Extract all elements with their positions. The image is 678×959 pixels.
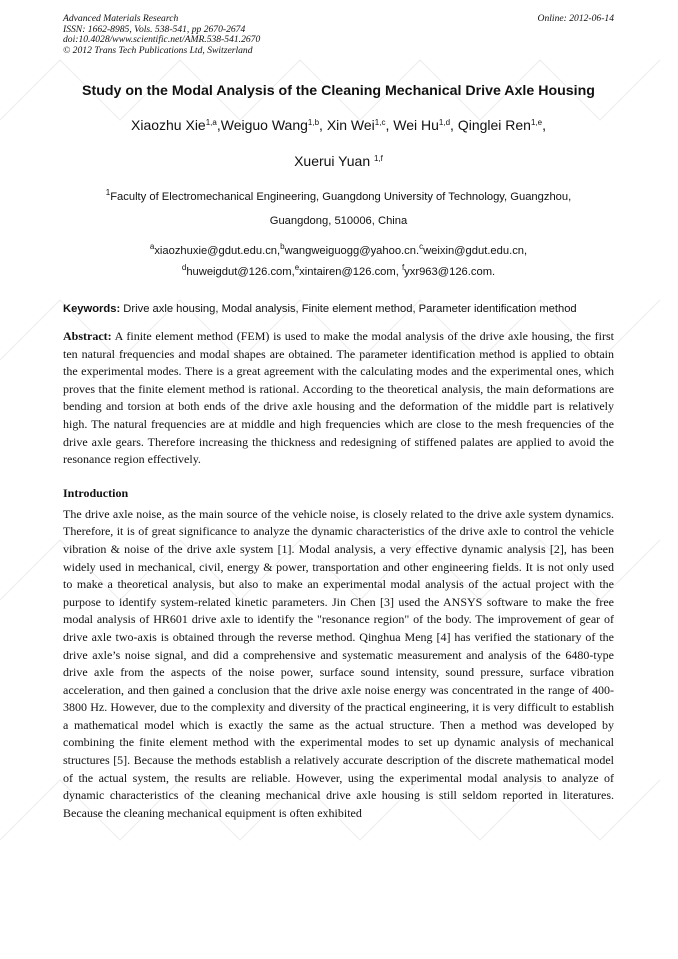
author-affiliation-mark: 1,f	[374, 154, 383, 163]
journal-name: Advanced Materials Research	[63, 13, 179, 24]
email-line-2	[63, 261, 614, 279]
author-affiliation-mark: 1,a	[205, 118, 217, 127]
author-affiliation-mark: 1,c	[374, 118, 386, 127]
email-link[interactable]: huweigdut@126.com,	[186, 266, 295, 278]
author-affiliation-mark: 1,b	[307, 118, 320, 127]
author-separator: ,	[542, 117, 546, 133]
email-mark: f	[401, 263, 405, 272]
affiliation-mark: 1	[105, 188, 111, 197]
author-affiliation-mark: 1,d	[438, 118, 451, 127]
email-mark: c	[419, 242, 424, 251]
author-line-2	[63, 150, 614, 170]
doi-line[interactable]: doi:10.4028/www.scientific.net/AMR.538-541.2670	[63, 34, 261, 46]
abstract-label: Abstract:	[63, 329, 112, 343]
email-mark: d	[181, 263, 187, 272]
author-name: Wei Hu	[393, 117, 439, 133]
affiliation-text: Faculty of Electromechanical Engineering, Guangdong University of Technology, Guangzhou,	[110, 191, 572, 203]
email-mark: b	[280, 242, 285, 251]
author-name: Weiguo Wang	[220, 117, 308, 133]
author-separator: ,	[450, 117, 458, 133]
email-line-1	[63, 240, 614, 258]
abstract-text: A finite element method (FEM) is used to make the modal analysis of the drive axle housing, the first ten natural frequencies and modal shapes are obtained. The parameter identification method is applied to obtain the experimental modes. There is a great agreement with the calculating modes and the experimental ones, which proves that the finite element method is rational. According to the theoretical analysis, the main deformations are bending and torsion at both ends of the drive axle housing and the deformation of the middle part is relatively high. The natural frequencies are at middle and high frequencies which are close to the mesh frequencies of the drive axle gears. Therefore increasing the thickness and redesigning of stiffened palates are applied to avoid the resonance region effectively.	[63, 329, 614, 467]
email-link[interactable]: weixin@gdut.edu.cn,	[423, 245, 528, 257]
keywords-text: Drive axle housing, Modal analysis, Finite element method, Parameter identification method	[120, 303, 577, 315]
author-line-1	[63, 114, 614, 134]
email-mark: e	[294, 263, 300, 272]
author-separator: ,	[319, 117, 327, 133]
author-name: Qinglei Ren	[457, 117, 531, 133]
keywords-paragraph	[63, 301, 614, 318]
author-name: Xuerui Yuan	[294, 153, 374, 169]
paper-title: Study on the Modal Analysis of the Cleaning Mechanical Drive Axle Housing	[82, 83, 595, 99]
abstract-paragraph	[63, 328, 614, 469]
journal-header	[63, 14, 614, 62]
author-name: Xin Wei	[326, 117, 375, 133]
paper-page	[63, 14, 614, 822]
author-separator: ,	[385, 117, 394, 133]
author-affiliation-mark: 1,e	[530, 118, 543, 127]
affiliation-line-2: Guangdong, 510006, China	[269, 215, 408, 227]
issn-line: ISSN: 1662-8985, Vols. 538-541, pp 2670-2674	[63, 23, 246, 35]
affiliation-line-1	[63, 186, 614, 204]
email-link[interactable]: wangweiguogg@yahoo.cn.	[284, 245, 420, 257]
email-link[interactable]: yxr963@126.com.	[404, 266, 496, 278]
email-mark: a	[149, 242, 155, 251]
copyright-line: © 2012 Trans Tech Publications Ltd, Switzerland	[63, 44, 253, 56]
journal-info	[63, 14, 614, 56]
introduction-paragraph: The drive axle noise, as the main source of the vehicle noise, is closely related to the drive axle system dynamics. Therefore, it is of great significance to analyze the dynamic characteristics of the drive axle to control the vehicle vibration & noise of the drive axle system [1]. Modal analysis, a very effective dynamic analysis [2], has been widely used in mechanical, civil, energy & power, transportation and other engineering fields. It is not only used to make a theoretical analysis, but also to make an experimental modal analysis of the actual project with the purpose to identify system-related kinetic parameters. Jin Chen [3] used the ANSYS software to make the free modal analysis of HR601 drive axle to identify the "resonance region" of the body. The improvement of gear of drive axle two-axis is obtained through the reverse method. Qinghua Meng [4] has verified the stationary of the drive axle’s noise signal, and did a comprehensive and systematic measurement and analysis of the 6480-type drive axle from the aspects of the noise power, surface sound intensity, sound pressure, surface vibration acceleration, and then gained a conclusion that the drive axle noise energy was concentrated in the range of 400-3800 Hz. However, due to the complexity and diversity of the practical engineering, it is very difficult to establish a mathematical model which is exactly the same as the actual structure. Then a method was developed by combining the finite element method with the experimental modes to set up dynamic analysis of mechanical structures [5]. Because the methods establish a relatively accurate description of the discrete mathematical model of the actual system, the results are reliable. However, using the experimental modal analysis to analyze of dynamic characteristics of the cleaning mechanical drive axle housing is still seldom reported in literatures. Because the cleaning mechanical equipment is often exhibited	[63, 506, 614, 820]
email-link[interactable]: xintairen@126.com,	[299, 266, 402, 278]
author-separator: ,	[216, 117, 221, 133]
author-name: Xiaozhu Xie	[131, 117, 206, 133]
email-link[interactable]: xiaozhuxie@gdut.edu.cn,	[154, 245, 281, 257]
online-date: Online: 2012-06-14	[537, 13, 614, 24]
keywords-label: Keywords:	[63, 303, 121, 315]
section-heading: Introduction	[63, 485, 129, 500]
